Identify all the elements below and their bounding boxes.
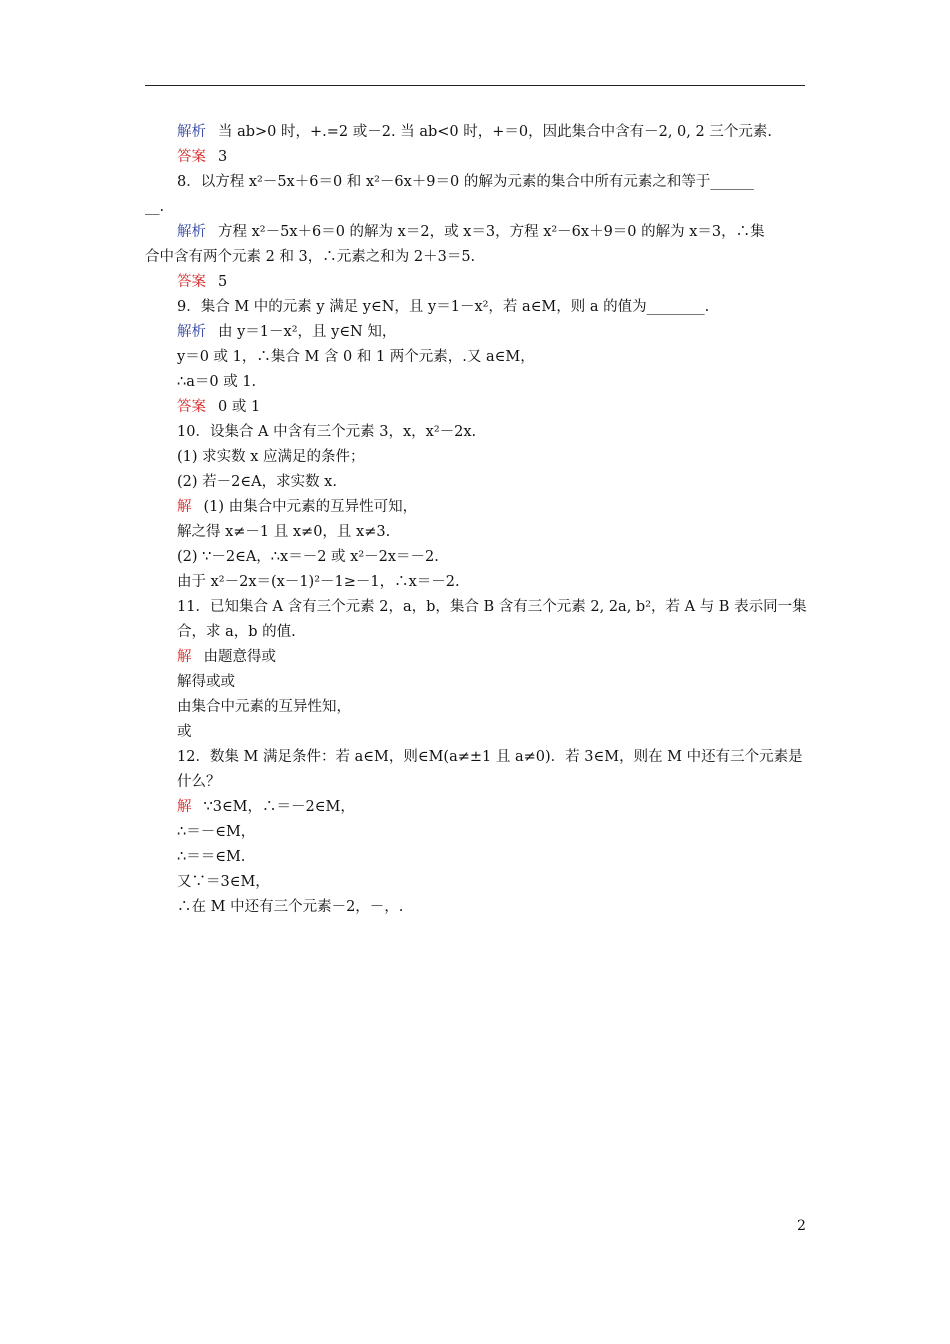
solution-cont: ∴＝＝∈M. [177, 849, 246, 865]
line-text: 当 ab>0 时，+.=2 或－2. 当 ab<0 时，+＝0，因此集合中含有－2, 0, 2 三个元素. [218, 124, 772, 140]
answer-line: 答案 0 或 1 [177, 399, 261, 415]
solution-cont: 解得或或 [177, 674, 235, 690]
solution-label: 解 [177, 649, 192, 665]
question-10: 10．设集合 A 中含有三个元素 3，x，x²－2x. [177, 424, 477, 440]
answer-line: 答案 5 [177, 274, 228, 290]
solution-line: 解 由题意得或 [177, 649, 276, 665]
solution-cont: (2) ∵－2∈A，∴x＝－2 或 x²－2x＝－2. [177, 549, 439, 565]
question-8-cont: __. [145, 199, 165, 215]
solution-cont: 又∵＝3∈M， [177, 874, 270, 890]
solution-line: 解 ∵3∈M，∴＝－2∈M， [177, 799, 355, 815]
analysis-label: 解析 [177, 124, 206, 140]
question-8: 8．以方程 x²－5x＋6＝0 和 x²－6x＋9＝0 的解为元素的集合中所有元素之和等于______ [177, 174, 754, 190]
header-rule [145, 85, 805, 86]
answer-line [145, 145, 807, 170]
solution-cont: 由集合中元素的互异性知， [177, 699, 351, 715]
analysis-line [145, 120, 807, 145]
solution-label: 解 [177, 499, 192, 515]
solution-line: 解 (1) 由集合中元素的互异性可知， [177, 499, 418, 515]
analysis-cont: 合中含有两个元素 2 和 3，∴元素之和为 2＋3＝5. [145, 249, 476, 265]
analysis-label: 解析 [177, 324, 206, 340]
answer-label: 答案 [177, 149, 206, 165]
solution-label: 解 [177, 799, 192, 815]
solution-cont: 或 [177, 724, 192, 740]
solution-cont: 由于 x²－2x＝(x－1)²－1≥－1，∴x＝－2. [177, 574, 460, 590]
question-9: 9．集合 M 中的元素 y 满足 y∈N，且 y＝1－x²，若 a∈M，则 a 的值为________. [177, 299, 710, 315]
answer-label: 答案 [177, 399, 206, 415]
solution-cont: 解之得 x≠－1 且 x≠0，且 x≠3. [177, 524, 391, 540]
analysis-label: 解析 [177, 224, 206, 240]
question-10-part: (2) 若－2∈A，求实数 x. [177, 474, 337, 490]
analysis-cont: y＝0 或 1，∴集合 M 含 0 和 1 两个元素，.又 a∈M， [177, 349, 535, 365]
question-10-part: (1) 求实数 x 应满足的条件； [177, 449, 365, 465]
answer-label: 答案 [177, 274, 206, 290]
question-11: 11．已知集合 A 含有三个元素 2，a，b，集合 B 含有三个元素 2, 2a, b²，若 A 与 B 表示同一集合，求 a，b 的值. [177, 599, 807, 640]
analysis-cont: ∴a＝0 或 1. [177, 374, 257, 390]
document-body [145, 120, 807, 920]
analysis-line: 解析 由 y＝1－x²，且 y∈N 知， [177, 324, 397, 340]
answer-text: 3 [218, 149, 228, 165]
page-number: 2 [797, 1218, 806, 1234]
solution-cont: ∴＝－∈M， [177, 824, 256, 840]
solution-cont: ∴在 M 中还有三个元素－2，－，. [177, 899, 404, 915]
question-12: 12．数集 M 满足条件：若 a∈M，则∈M(a≠±1 且 a≠0)．若 3∈M，则在 M 中还有三个元素是什么？ [177, 749, 803, 790]
analysis-line: 解析 方程 x²－5x＋6＝0 的解为 x＝2，或 x＝3，方程 x²－6x＋9＝0 的解为 x＝3，∴集 [177, 224, 765, 240]
